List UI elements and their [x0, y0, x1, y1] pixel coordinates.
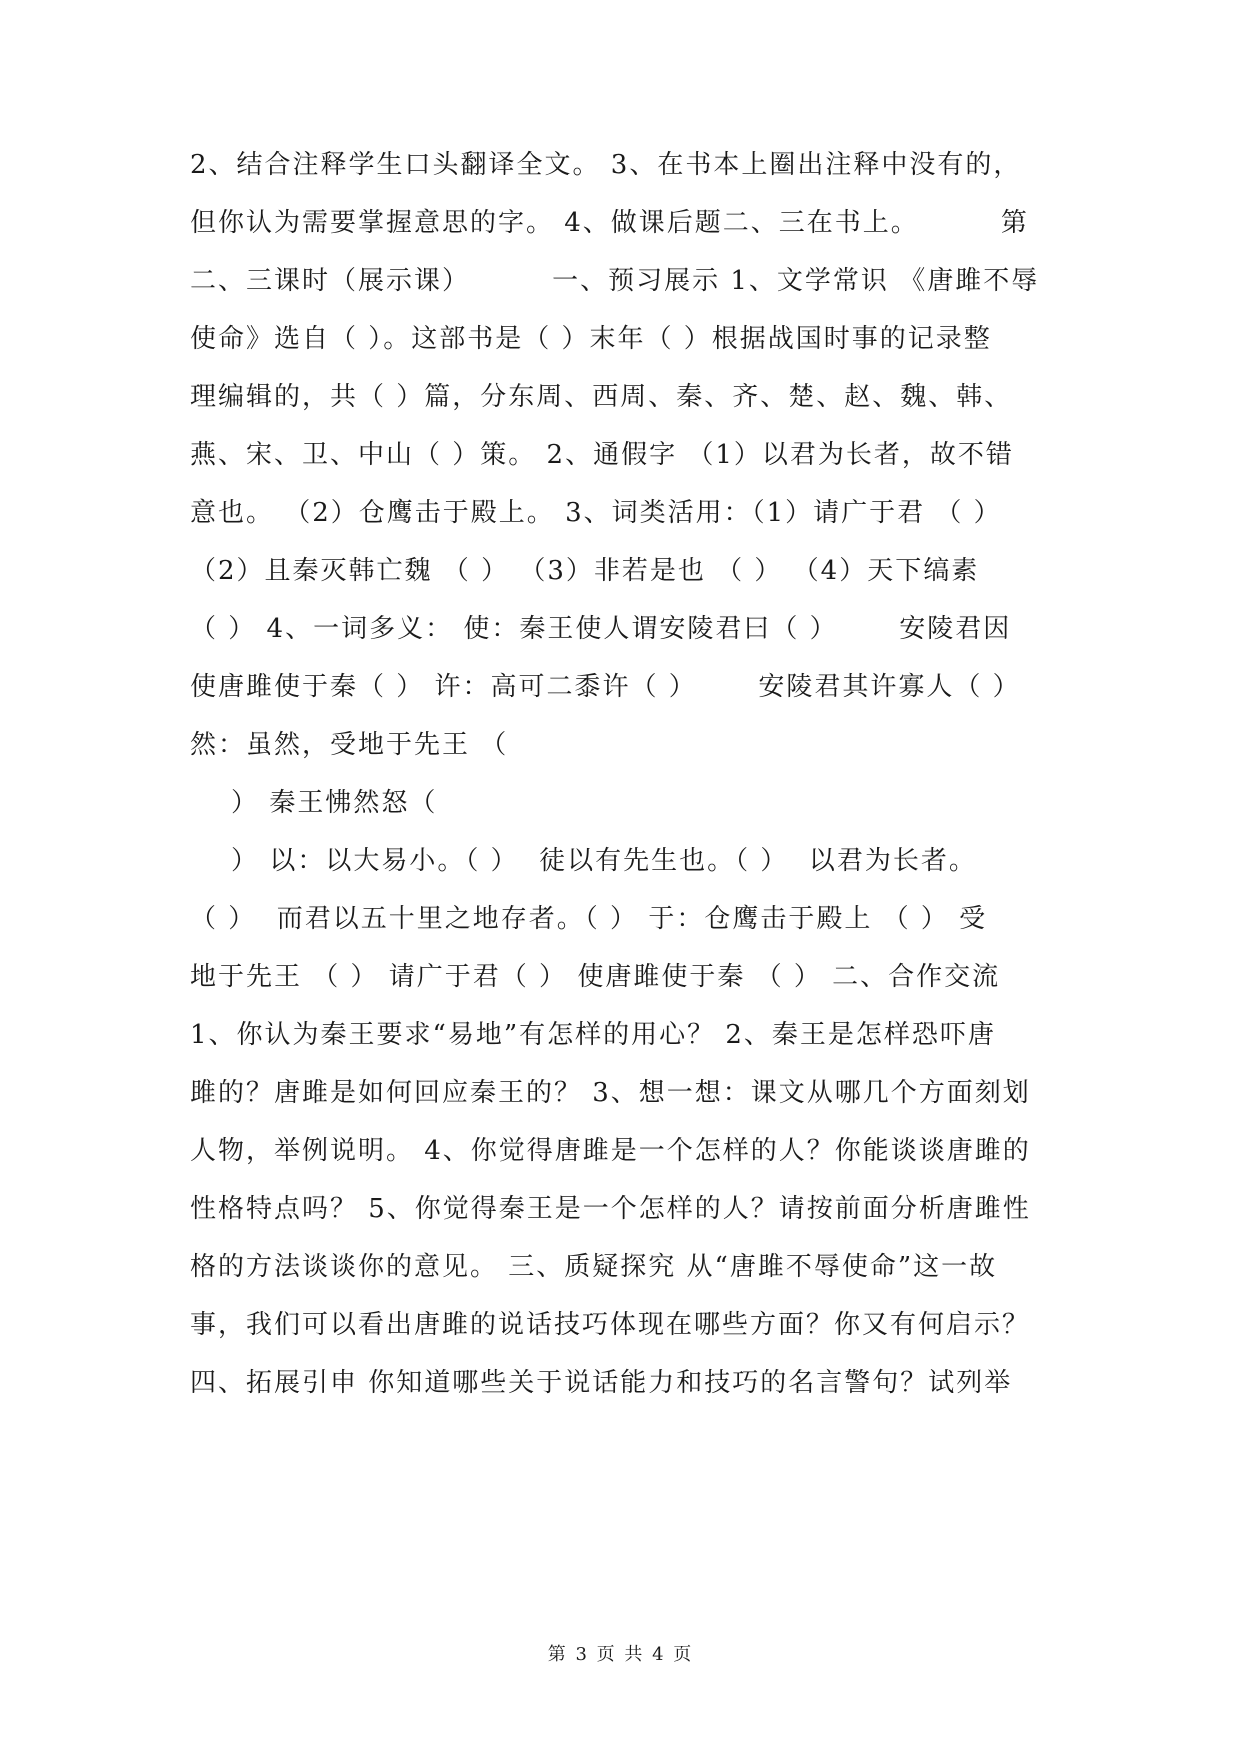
text-line: （2）且秦灭韩亡魏 （ ） （3）非若是也 （ ） （4）天下缟素	[190, 556, 980, 586]
text-line: （ ） 而君以五十里之地存者。（ ） 于：仓鹰击于殿上 （ ） 受	[190, 904, 988, 934]
text-line: 理编辑的，共（ ）篇，分东周、西周、秦、齐、楚、赵、魏、韩、	[190, 382, 1013, 412]
text-line: 事，我们可以看出唐雎的说话技巧体现在哪些方面？你又有何启示？	[190, 1310, 1031, 1340]
text-line: 意也。 （2）仓鹰击于殿上。 3、词类活用：（1）请广于君 （ ）	[190, 498, 1002, 528]
page-number-footer: 第 3 页 共 4 页	[547, 1644, 694, 1665]
text-line: ） 秦王怫然怒（	[190, 788, 438, 818]
text-line: 地于先王 （ ） 请广于君（ ） 使唐雎使于秦 （ ） 二、合作交流	[190, 962, 1001, 992]
text-line: ） 以：以大易小。（ ） 徒以有先生也。（ ） 以君为长者。	[190, 846, 977, 876]
text-line: 格的方法谈谈你的意见。 三、质疑探究 从“唐雎不辱使命”这一故	[190, 1252, 998, 1282]
text-line: （ ） 4、一词多义： 使：秦王使人谓安陵君曰（ ） 安陵君因	[190, 614, 1012, 644]
text-line: 但你认为需要掌握意思的字。 4、做课后题二、三在书上。 第	[190, 208, 1029, 238]
text-line: 性格特点吗？ 5、你觉得秦王是一个怎样的人？请按前面分析唐雎性	[190, 1194, 1031, 1224]
text-line: 使唐雎使于秦（ ） 许：高可二黍许（ ） 安陵君其许寡人（ ）	[190, 672, 1021, 702]
text-line: 人物，举例说明。 4、你觉得唐雎是一个怎样的人？你能谈谈唐雎的	[190, 1136, 1031, 1166]
text-line: 1、你认为秦王要求“易地”有怎样的用心？ 2、秦王是怎样恐吓唐	[190, 1020, 996, 1050]
text-line: 使命》选自（ ）。这部书是（ ）末年（ ）根据战国时事的记录整	[190, 324, 992, 354]
text-line: 二、三课时（展示课） 一、预习展示 1、文学常识 《唐雎不辱	[190, 266, 1040, 296]
text-line: 四、拓展引申 你知道哪些关于说话能力和技巧的名言警句？试列举	[190, 1368, 1013, 1398]
text-line: 然：虽然，受地于先王 （	[190, 730, 509, 760]
text-line: 燕、宋、卫、中山（ ）策。 2、通假字 （1）以君为长者，故不错	[190, 440, 1014, 470]
text-line: 2、结合注释学生口头翻译全文。 3、在书本上圈出注释中没有的，	[190, 150, 1022, 180]
text-line: 雎的？唐雎是如何回应秦王的？ 3、想一想：课文从哪几个方面刻划	[190, 1078, 1031, 1108]
